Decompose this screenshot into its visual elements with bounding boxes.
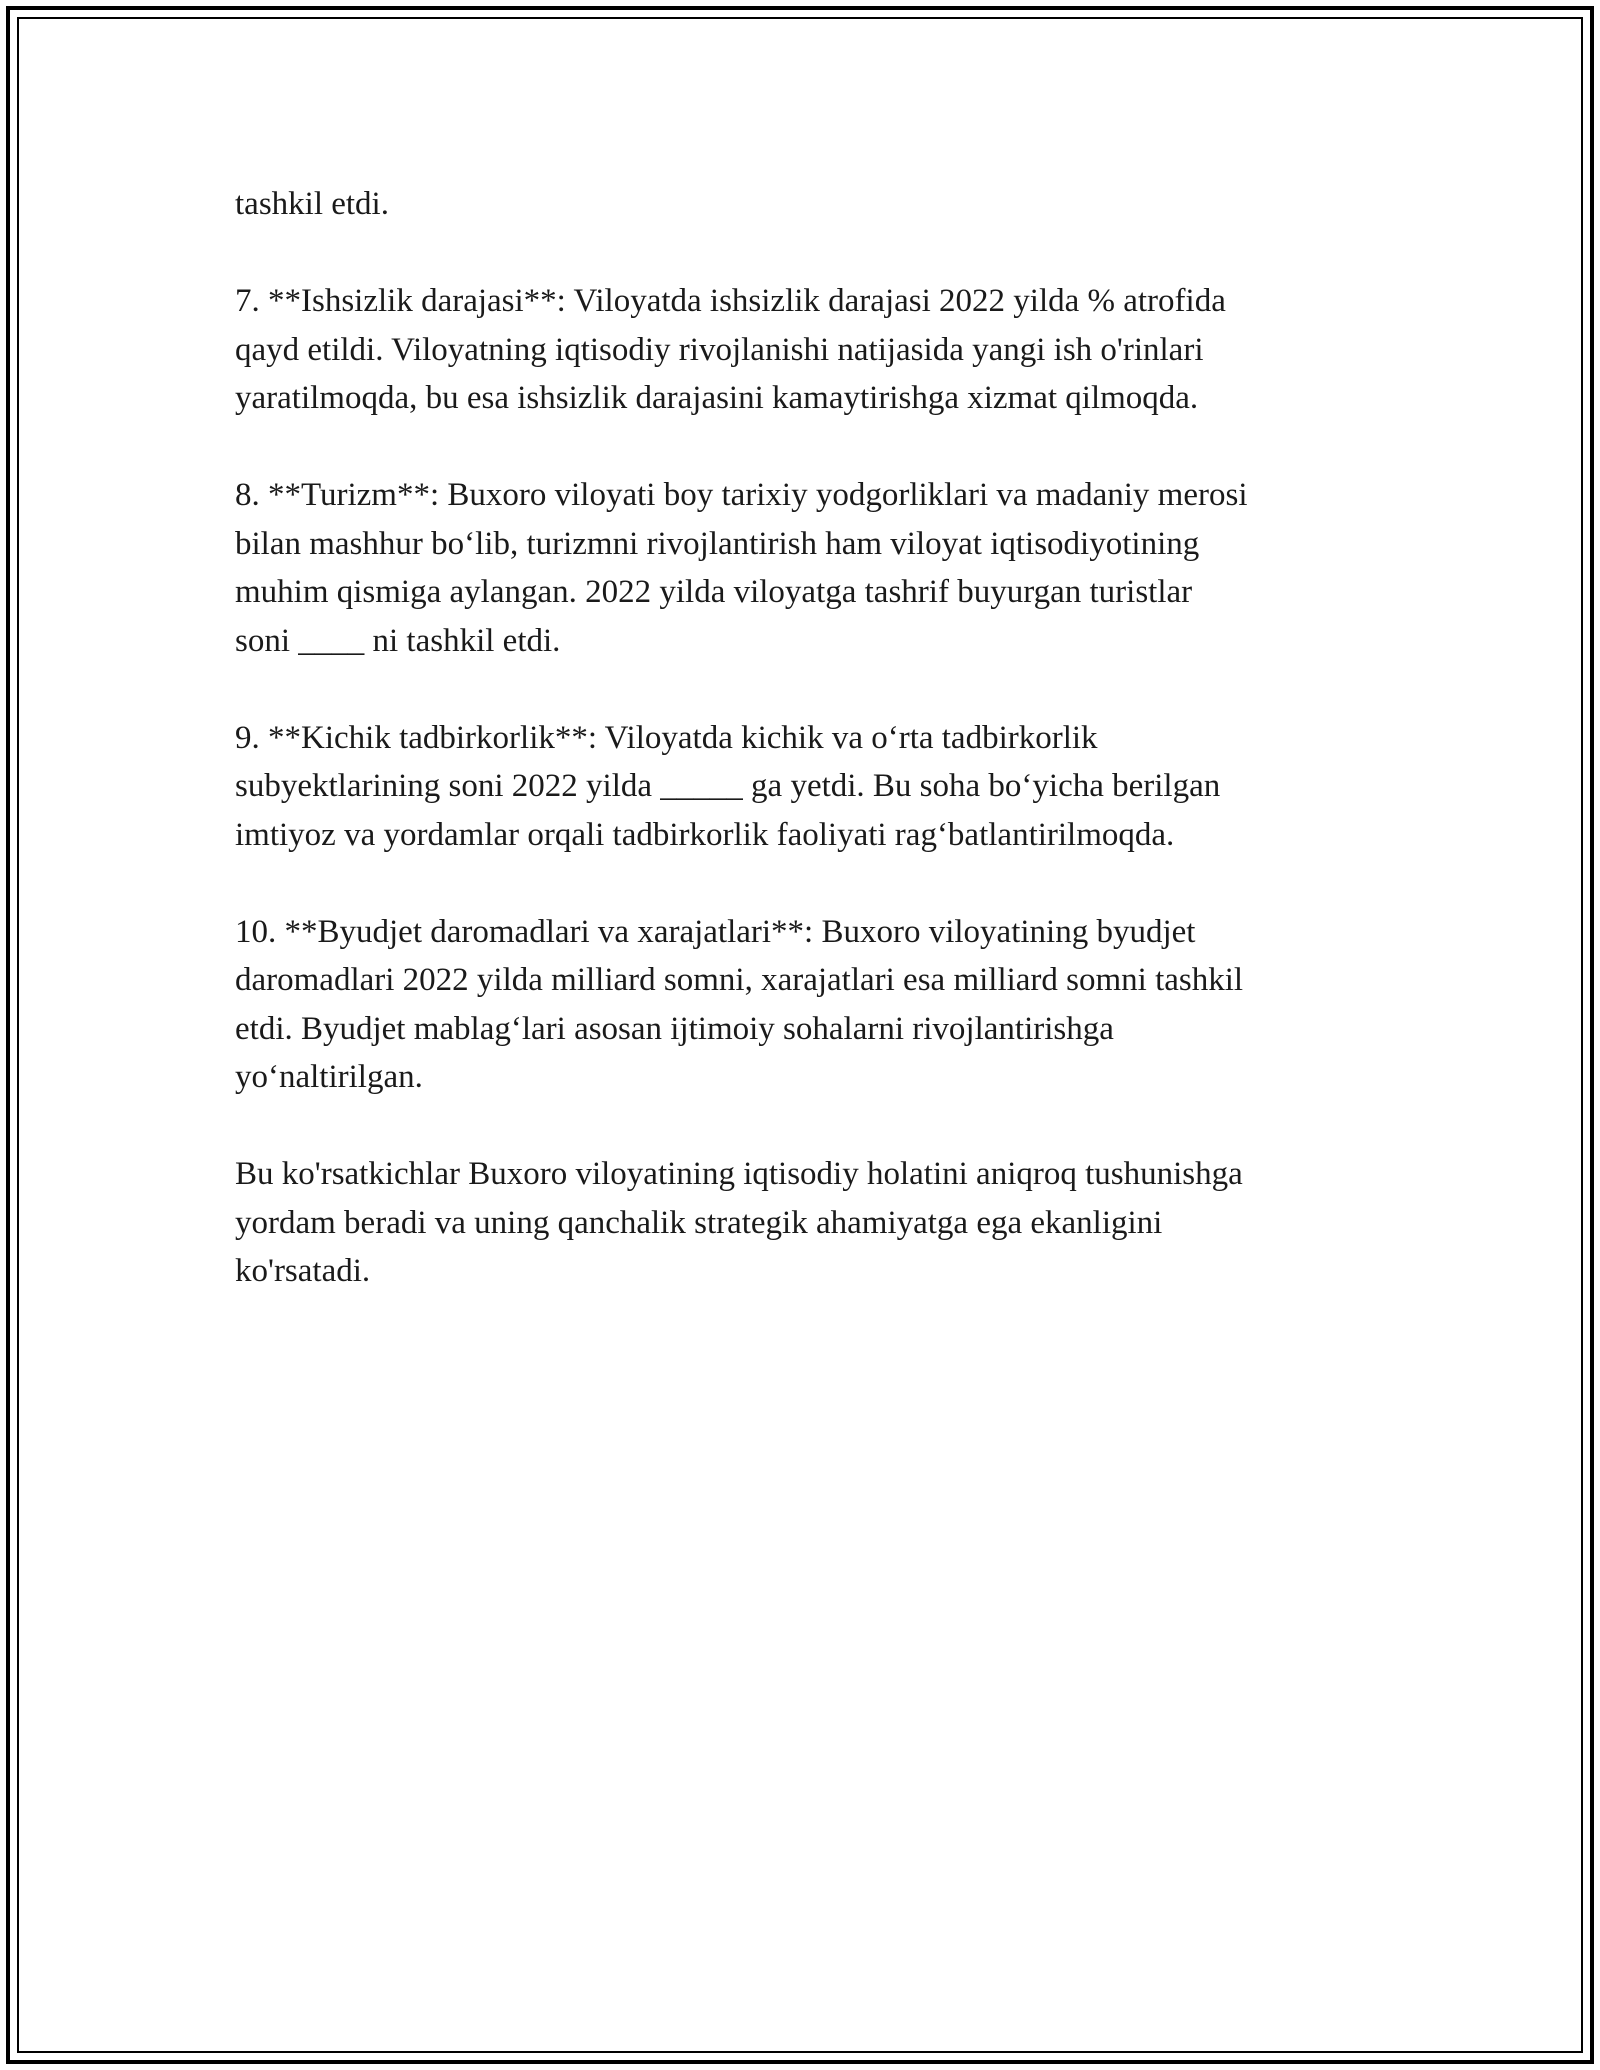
paragraph-budget: 10. **Byudjet daromadlari va xarajatlari**: Buxoro viloyatining byudjet daromadlari 2022 yilda milliard somni, xarajatlari esa milliard somni tashkil etdi. Byudjet mablag‘lari asosan ijtimoiy sohalarni rivojlantirishga yo‘naltirilgan. <box>235 913 1244 1095</box>
document-body <box>235 180 1385 1344</box>
paragraph-unemployment: 7. **Ishsizlik darajasi**: Viloyatda ishsizlik darajasi 2022 yilda % atrofida qayd etildi. Viloyatning iqtisodiy rivojlanishi natijasida yangi ish o'rinlari yaratilmoqda, bu esa ishsizlik darajasini kamaytirishga xizmat qilmoqda. <box>235 283 1226 416</box>
paragraph-continuation: tashkil etdi. <box>235 186 389 222</box>
paragraph-small-business: 9. **Kichik tadbirkorlik**: Viloyatda kichik va o‘rta tadbirkorlik subyektlarining soni 2022 yilda _____ ga yetdi. Bu soha bo‘yicha berilgan imtiyoz va yordamlar orqali tadbirkorlik faoliyati rag‘batlantirilmoqda. <box>235 719 1221 853</box>
paragraph-conclusion: Bu ko'rsatkichlar Buxoro viloyatining iqtisodiy holatini aniqroq tushunishga yordam beradi va uning qanchalik strategik ahamiyatga ega ekanligini ko'rsatadi. <box>235 1156 1243 1289</box>
paragraph-tourism: 8. **Turizm**: Buxoro viloyati boy tarixiy yodgorliklari va madaniy merosi bilan mashhur bo‘lib, turizmni rivojlantirish ham viloyat iqtisodiyotining muhim qismiga aylangan. 2022 yilda viloyatga tashrif buyurgan turistlar soni ____ ni tashkil etdi. <box>235 477 1248 659</box>
